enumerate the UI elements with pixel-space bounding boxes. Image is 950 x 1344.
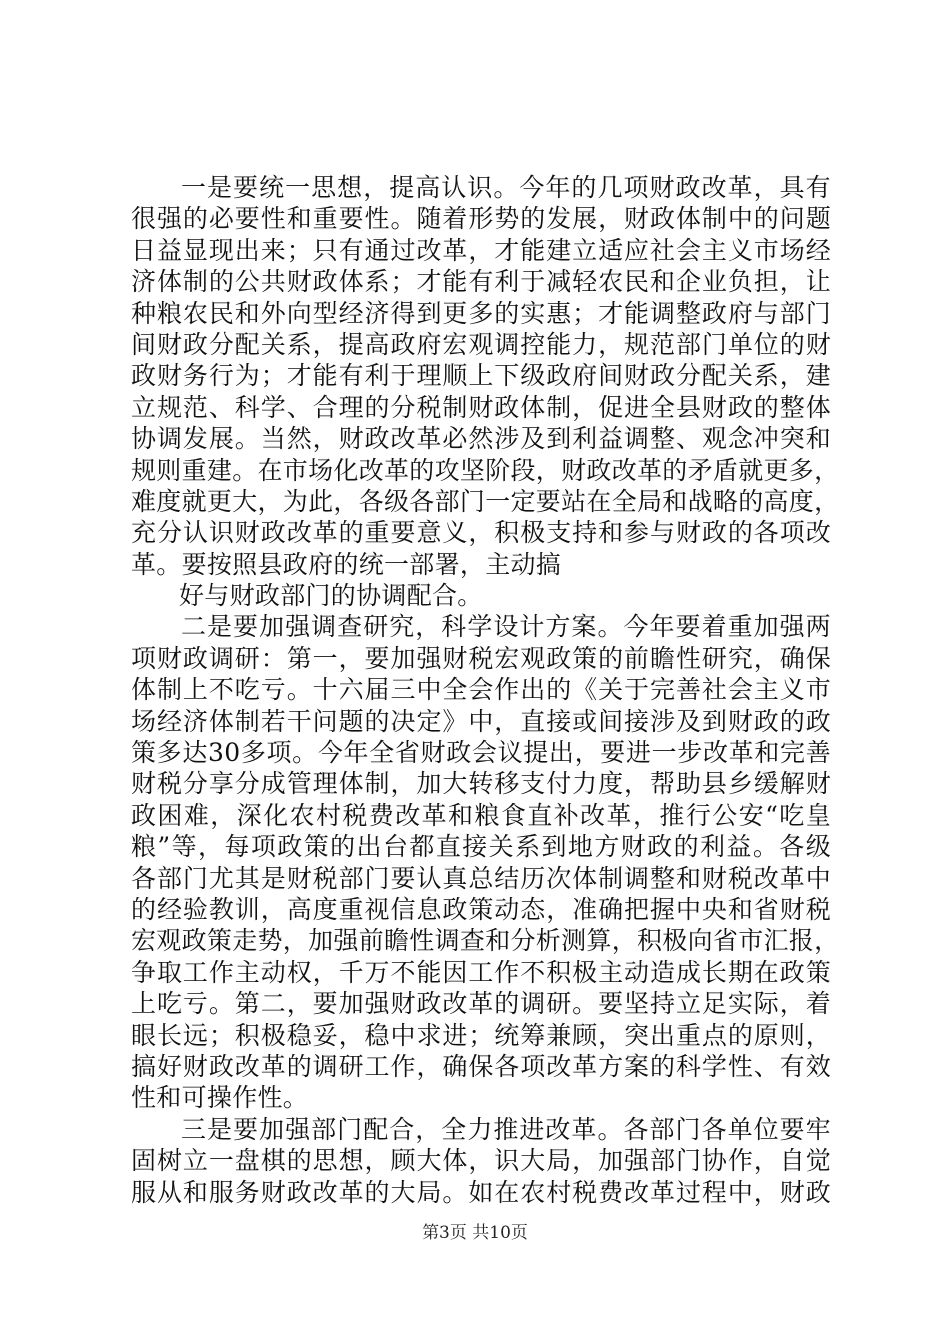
- text-line: 财税分享分成管理体制，加大转移支付力度，帮助县乡缓解财: [131, 769, 831, 799]
- text-line: 场经济体制若干问题的决定》中，直接或间接涉及到财政的政: [131, 706, 831, 736]
- text-line: 政困难，深化农村税费改革和粮食直补改革，推行公安“吃皇: [131, 800, 831, 830]
- text-line: 宏观政策走势，加强前瞻性调查和分析测算，积极向省市汇报，: [131, 926, 840, 956]
- text-line: 策多达30多项。今年全省财政会议提出，要进一步改革和完善: [131, 738, 831, 768]
- text-line: 好与财政部门的协调配合。: [179, 581, 483, 611]
- text-line: 规则重建。在市场化改革的攻坚阶段，财政改革的矛盾就更多，: [131, 455, 840, 485]
- text-line: 立规范、科学、合理的分税制财政体制，促进全县财政的整体: [131, 392, 831, 422]
- text-line: 性和可操作性。: [131, 1083, 309, 1113]
- text-line: 政财务行为；才能有利于理顺上下级政府间财政分配关系，建: [131, 361, 831, 391]
- text-line: 间财政分配关系，提高政府宏观调控能力，规范部门单位的财: [131, 329, 831, 359]
- text-line: 体制上不吃亏。十六届三中全会作出的《关于完善社会主义市: [131, 675, 831, 705]
- text-line: 各部门尤其是财税部门要认真总结历次体制调整和财税改革中: [131, 863, 831, 893]
- text-line: 服从和服务财政改革的大局。如在农村税费改革过程中，财政: [131, 1177, 831, 1207]
- text-line: 难度就更大，为此，各级各部门一定要站在全局和战略的高度，: [131, 486, 840, 516]
- text-line: 眼长远；积极稳妥，稳中求进；统筹兼顾，突出重点的原则，: [131, 1020, 831, 1050]
- text-line: 固树立一盘棋的思想，顾大体，识大局，加强部门协作，自觉: [131, 1146, 831, 1176]
- text-line: 项财政调研：第一，要加强财税宏观政策的前瞻性研究，确保: [131, 643, 831, 673]
- text-line: 革。要按照县政府的统一部署，主动搞: [131, 549, 562, 579]
- text-line: 种粮农民和外向型经济得到更多的实惠；才能调整政府与部门: [131, 298, 831, 328]
- text-line: 的经验教训，高度重视信息政策动态，准确把握中央和省财税: [131, 894, 831, 924]
- text-line: 二是要加强调查研究，科学设计方案。今年要着重加强两: [181, 612, 831, 642]
- page-footer: 第3页 共10页: [422, 1223, 528, 1243]
- text-line: 粮”等，每项政策的出台都直接关系到地方财政的利益。各级: [131, 832, 831, 862]
- text-line: 三是要加强部门配合，全力推进改革。各部门各单位要牢: [181, 1114, 831, 1144]
- text-line: 日益显现出来；只有通过改革，才能建立适应社会主义市场经: [131, 235, 831, 265]
- text-line: 济体制的公共财政体系；才能有利于减轻农民和企业负担，让: [131, 267, 831, 297]
- text-line: 充分认识财政改革的重要意义，积极支持和参与财政的各项改: [131, 518, 831, 548]
- text-line: 争取工作主动权，千万不能因工作不积极主动造成长期在政策: [131, 957, 831, 987]
- document-body: [131, 172, 840, 1208]
- text-line: 上吃亏。第二，要加强财政改革的调研。要坚持立足实际，着: [131, 989, 831, 1019]
- text-line: 一是要统一思想，提高认识。今年的几项财政改革，具有: [181, 173, 831, 202]
- text-line: 协调发展。当然，财政改革必然涉及到利益调整、观念冲突和: [131, 424, 831, 454]
- text-line: 搞好财政改革的调研工作，确保各项改革方案的科学性、有效: [131, 1051, 831, 1081]
- text-line: 很强的必要性和重要性。随着形势的发展，财政体制中的问题: [131, 204, 831, 234]
